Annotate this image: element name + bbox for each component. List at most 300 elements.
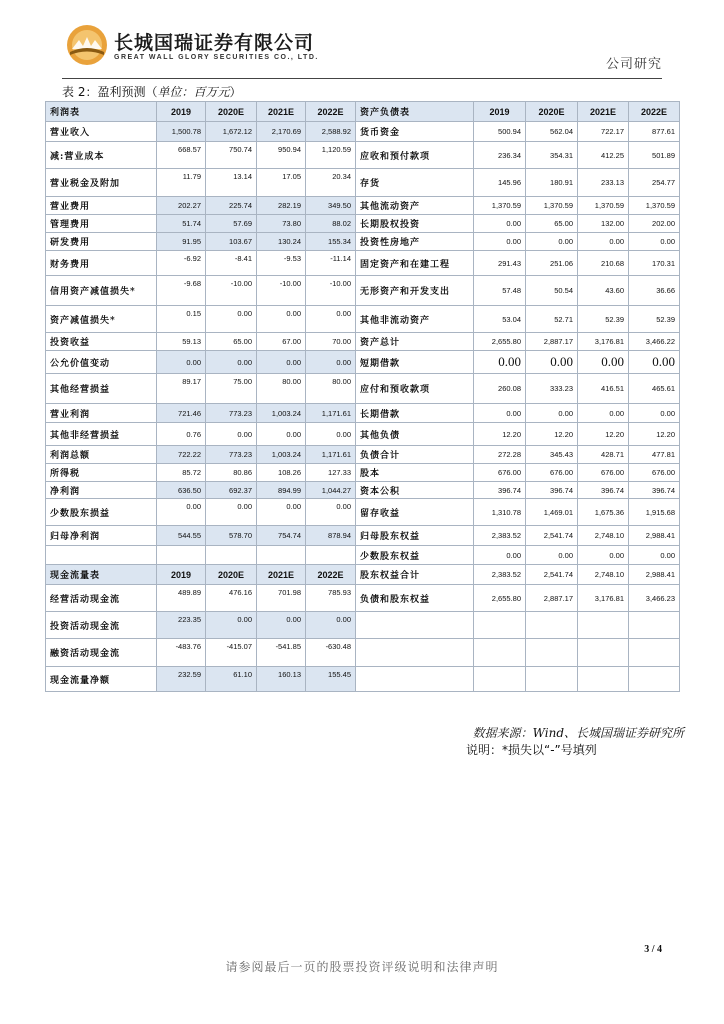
balance-cell: 254.77: [629, 169, 680, 197]
balance-cell: 0.00: [629, 233, 680, 251]
balance-cell: 500.94: [474, 122, 526, 142]
balance-year-header: 2021E: [578, 102, 629, 122]
cashflow-year-header: 2020E: [206, 565, 257, 585]
balance-cell: 251.06: [526, 251, 578, 276]
income-cell: 73.80: [257, 215, 306, 233]
balance-cell: 2,887.17: [526, 585, 578, 612]
balance-cell: 877.61: [629, 122, 680, 142]
income-cell: 75.00: [206, 374, 257, 404]
caption-unit: 单位：百万元: [157, 85, 230, 99]
balance-cell: 396.74: [578, 482, 629, 499]
income-cell: 0.00: [257, 351, 306, 374]
balance-cell: 354.31: [526, 142, 578, 169]
cashflow-cell: 0.00: [257, 612, 306, 639]
income-cell: 0.00: [206, 306, 257, 333]
brand-name-cn: 长城国瑞证券有限公司: [114, 32, 315, 54]
data-source: 数据来源：Wind、长城国瑞证券研究所: [472, 726, 684, 740]
income-cell: 721.46: [157, 404, 206, 423]
income-row-label: 少数股东损益: [46, 499, 157, 526]
balance-row-label: 其他非流动资产: [356, 306, 474, 333]
table-row: [46, 215, 680, 233]
income-cell: 0.00: [306, 423, 356, 446]
income-cell: 0.00: [157, 351, 206, 374]
balance-row-label: 无形资产和开发支出: [356, 276, 474, 306]
table-row: [46, 276, 680, 306]
empty-cell: [578, 639, 629, 667]
income-cell: -11.14: [306, 251, 356, 276]
income-cell: 754.74: [257, 526, 306, 546]
empty-cell: [629, 639, 680, 667]
balance-cell: 3,466.22: [629, 333, 680, 351]
balance-row-label: 应收和预付款项: [356, 142, 474, 169]
empty-cell: [578, 667, 629, 692]
balance-cell: 57.48: [474, 276, 526, 306]
balance-cell: 145.96: [474, 169, 526, 197]
balance-cell: 0.00: [526, 404, 578, 423]
balance-cell: 1,370.59: [629, 197, 680, 215]
income-row-label: 营业费用: [46, 197, 157, 215]
balance-row-label: 资本公积: [356, 482, 474, 499]
forecast-table: [45, 101, 680, 692]
empty-cell: [474, 639, 526, 667]
great-wall-glory-logo-icon: [66, 24, 108, 66]
cashflow-cell: 160.13: [257, 667, 306, 692]
cashflow-cell: -415.07: [206, 639, 257, 667]
income-cell: 0.00: [257, 499, 306, 526]
balance-row-label: 长期借款: [356, 404, 474, 423]
balance-row-label: 投资性房地产: [356, 233, 474, 251]
income-cell: 67.00: [257, 333, 306, 351]
caption-prefix: 表 2：盈利预测（: [62, 85, 158, 99]
page-header: [0, 0, 724, 80]
empty-cell: [526, 612, 578, 639]
income-cell: 130.24: [257, 233, 306, 251]
balance-cell: 202.00: [629, 215, 680, 233]
balance-cell: 1,370.59: [578, 197, 629, 215]
balance-cell: 345.43: [526, 446, 578, 464]
balance-cell: 272.28: [474, 446, 526, 464]
empty-cell: [356, 612, 474, 639]
empty-cell: [157, 546, 206, 565]
income-row-label: 减:营业成本: [46, 142, 157, 169]
cashflow-row-label: 现金流量净额: [46, 667, 157, 692]
income-cell: 127.33: [306, 464, 356, 482]
table-row: [46, 197, 680, 215]
table-row: [46, 446, 680, 464]
balance-cell: 233.13: [578, 169, 629, 197]
cashflow-year-header: 2022E: [306, 565, 356, 585]
balance-cell: 2,748.10: [578, 565, 629, 585]
income-cell: 1,044.27: [306, 482, 356, 499]
income-cell: 65.00: [206, 333, 257, 351]
balance-year-header: 2020E: [526, 102, 578, 122]
cashflow-year-header: 2019: [157, 565, 206, 585]
balance-cell: 2,383.52: [474, 565, 526, 585]
income-cell: 20.34: [306, 169, 356, 197]
caption-suffix: ）: [229, 85, 242, 99]
income-cell: -6.92: [157, 251, 206, 276]
income-cell: -10.00: [206, 276, 257, 306]
income-row-label: 净利润: [46, 482, 157, 499]
balance-row-label: 短期借款: [356, 351, 474, 374]
income-cell: 894.99: [257, 482, 306, 499]
table-row: [46, 585, 680, 612]
table-row: [46, 251, 680, 276]
balance-cell: 2,887.17: [526, 333, 578, 351]
empty-cell: [474, 612, 526, 639]
income-cell: 0.00: [306, 499, 356, 526]
balance-cell: 2,541.74: [526, 565, 578, 585]
income-cell: 11.79: [157, 169, 206, 197]
balance-cell: 1,310.78: [474, 499, 526, 526]
income-cell: 0.00: [257, 423, 306, 446]
income-cell: 0.15: [157, 306, 206, 333]
balance-cell: 1,675.36: [578, 499, 629, 526]
balance-cell: 0.00: [578, 233, 629, 251]
income-cell: 80.86: [206, 464, 257, 482]
balance-cell: 2,541.74: [526, 526, 578, 546]
balance-cell: 0.00: [474, 233, 526, 251]
balance-cell: 722.17: [578, 122, 629, 142]
balance-cell: 236.34: [474, 142, 526, 169]
balance-cell: 676.00: [474, 464, 526, 482]
section-label: 公司研究: [605, 57, 662, 72]
income-cell: 17.05: [257, 169, 306, 197]
cashflow-cell: 61.10: [206, 667, 257, 692]
income-row-label: 利润总额: [46, 446, 157, 464]
income-cell: 0.00: [306, 351, 356, 374]
empty-cell: [206, 546, 257, 565]
balance-cell: 676.00: [578, 464, 629, 482]
income-row-label: 营业税金及附加: [46, 169, 157, 197]
cashflow-cell: 785.93: [306, 585, 356, 612]
balance-cell: 676.00: [629, 464, 680, 482]
income-cell: 1,171.61: [306, 446, 356, 464]
balance-cell: 396.74: [474, 482, 526, 499]
balance-cell: 1,469.01: [526, 499, 578, 526]
balance-row-label: 资产总计: [356, 333, 474, 351]
cashflow-cell: 0.00: [306, 612, 356, 639]
balance-cell: 2,383.52: [474, 526, 526, 546]
balance-cell: 477.81: [629, 446, 680, 464]
balance-row-label: 股东权益合计: [356, 565, 474, 585]
income-cell: 51.74: [157, 215, 206, 233]
cashflow-cell: -541.85: [257, 639, 306, 667]
income-cell: 668.57: [157, 142, 206, 169]
balance-cell: 43.60: [578, 276, 629, 306]
page-footer: 请参阅最后一页的股票投资评级说明和法律声明: [225, 960, 499, 974]
balance-cell: 2,655.80: [474, 585, 526, 612]
table-row: [46, 482, 680, 499]
balance-cell: 412.25: [578, 142, 629, 169]
income-cell: -10.00: [257, 276, 306, 306]
cashflow-cell: -483.76: [157, 639, 206, 667]
balance-cell: 0.00: [629, 351, 680, 374]
income-row-label: 其他经营损益: [46, 374, 157, 404]
balance-cell: 2,988.41: [629, 565, 680, 585]
balance-cell: 65.00: [526, 215, 578, 233]
table-row: [46, 374, 680, 404]
table-row: [46, 404, 680, 423]
balance-cell: 3,176.81: [578, 585, 629, 612]
balance-row-label: 固定资产和在建工程: [356, 251, 474, 276]
balance-row-label: 其他负债: [356, 423, 474, 446]
balance-cell: 50.54: [526, 276, 578, 306]
cashflow-cell: -630.48: [306, 639, 356, 667]
balance-cell: 2,748.10: [578, 526, 629, 546]
balance-row-label: 存货: [356, 169, 474, 197]
income-row-label: 营业收入: [46, 122, 157, 142]
income-row-label: 管理费用: [46, 215, 157, 233]
income-row-label: 信用资产减值损失*: [46, 276, 157, 306]
income-cell: -9.68: [157, 276, 206, 306]
table-row: [46, 142, 680, 169]
income-row-label: 财务费用: [46, 251, 157, 276]
income-cell: 13.14: [206, 169, 257, 197]
empty-cell: [46, 546, 157, 565]
balance-row-label: 货币资金: [356, 122, 474, 142]
income-cell: 0.76: [157, 423, 206, 446]
income-cell: 202.27: [157, 197, 206, 215]
empty-cell: [629, 667, 680, 692]
balance-row-label: 负债和股东权益: [356, 585, 474, 612]
balance-cell: 0.00: [578, 404, 629, 423]
income-cell: 544.55: [157, 526, 206, 546]
balance-cell: 12.20: [629, 423, 680, 446]
table-row: [46, 169, 680, 197]
balance-year-header: 2022E: [629, 102, 680, 122]
income-cell: 878.94: [306, 526, 356, 546]
balance-cell: 465.61: [629, 374, 680, 404]
income-cell: 692.37: [206, 482, 257, 499]
income-cell: 722.22: [157, 446, 206, 464]
income-cell: 80.00: [306, 374, 356, 404]
cashflow-row-label: 经营活动现金流: [46, 585, 157, 612]
income-cell: 225.74: [206, 197, 257, 215]
cashflow-year-header: 2021E: [257, 565, 306, 585]
cashflow-row-label: 投资活动现金流: [46, 612, 157, 639]
cashflow-row-label: 融资活动现金流: [46, 639, 157, 667]
balance-cell: 396.74: [629, 482, 680, 499]
balance-cell: 562.04: [526, 122, 578, 142]
balance-row-label: 其他流动资产: [356, 197, 474, 215]
balance-row-label: 归母股东权益: [356, 526, 474, 546]
income-cell: 1,003.24: [257, 404, 306, 423]
table-row: [46, 122, 680, 142]
cashflow-cell: 476.16: [206, 585, 257, 612]
empty-cell: [257, 546, 306, 565]
cashflow-cell: 701.98: [257, 585, 306, 612]
table-row: [46, 499, 680, 526]
income-cell: 59.13: [157, 333, 206, 351]
balance-cell: 260.08: [474, 374, 526, 404]
balance-row-label: 长期股权投资: [356, 215, 474, 233]
balance-cell: 52.39: [578, 306, 629, 333]
income-cell: 108.26: [257, 464, 306, 482]
income-cell: 91.95: [157, 233, 206, 251]
balance-cell: 396.74: [526, 482, 578, 499]
income-header: 利润表: [46, 102, 157, 122]
income-cell: 2,170.69: [257, 122, 306, 142]
table-row: [46, 612, 680, 639]
balance-cell: 132.00: [578, 215, 629, 233]
balance-cell: 36.66: [629, 276, 680, 306]
balance-cell: 676.00: [526, 464, 578, 482]
balance-cell: 0.00: [629, 546, 680, 565]
header-rule: [62, 78, 662, 79]
income-year-header: 2022E: [306, 102, 356, 122]
income-cell: 773.23: [206, 404, 257, 423]
income-row-label: 投资收益: [46, 333, 157, 351]
income-cell: 773.23: [206, 446, 257, 464]
table-row: [46, 464, 680, 482]
empty-cell: [578, 612, 629, 639]
table-row: [46, 333, 680, 351]
empty-cell: [629, 612, 680, 639]
balance-cell: 53.04: [474, 306, 526, 333]
balance-row-label: 少数股东权益: [356, 546, 474, 565]
income-cell: 0.00: [157, 499, 206, 526]
income-cell: 155.34: [306, 233, 356, 251]
income-cell: 1,171.61: [306, 404, 356, 423]
balance-cell: 0.00: [578, 351, 629, 374]
balance-cell: 180.91: [526, 169, 578, 197]
income-year-header: 2021E: [257, 102, 306, 122]
balance-row-label: 股本: [356, 464, 474, 482]
table-row: [46, 639, 680, 667]
income-cell: 349.50: [306, 197, 356, 215]
income-cell: 0.00: [306, 306, 356, 333]
income-row-label: 其他非经营损益: [46, 423, 157, 446]
table-row: [46, 351, 680, 374]
income-row-label: 归母净利润: [46, 526, 157, 546]
income-cell: 950.94: [257, 142, 306, 169]
balance-cell: 2,988.41: [629, 526, 680, 546]
income-row-label: 资产减值损失*: [46, 306, 157, 333]
income-cell: -10.00: [306, 276, 356, 306]
balance-cell: 0.00: [474, 215, 526, 233]
balance-cell: 291.43: [474, 251, 526, 276]
income-cell: 1,500.78: [157, 122, 206, 142]
income-cell: 636.50: [157, 482, 206, 499]
balance-cell: 52.71: [526, 306, 578, 333]
cashflow-cell: 223.35: [157, 612, 206, 639]
balance-cell: 0.00: [526, 233, 578, 251]
income-cell: 282.19: [257, 197, 306, 215]
table-row: [46, 526, 680, 546]
balance-header: 资产负债表: [356, 102, 474, 122]
income-cell: 0.00: [206, 423, 257, 446]
balance-cell: 12.20: [474, 423, 526, 446]
balance-cell: 1,370.59: [474, 197, 526, 215]
income-cell: 1,120.59: [306, 142, 356, 169]
empty-cell: [526, 639, 578, 667]
income-year-header: 2019: [157, 102, 206, 122]
table-row: [46, 306, 680, 333]
income-cell: 88.02: [306, 215, 356, 233]
balance-cell: 12.20: [526, 423, 578, 446]
empty-cell: [356, 667, 474, 692]
income-cell: 85.72: [157, 464, 206, 482]
table-row: [46, 102, 680, 122]
balance-cell: 0.00: [474, 351, 526, 374]
balance-cell: 416.51: [578, 374, 629, 404]
balance-cell: 52.39: [629, 306, 680, 333]
cashflow-header: 现金流量表: [46, 565, 157, 585]
balance-cell: 12.20: [578, 423, 629, 446]
cashflow-cell: 232.59: [157, 667, 206, 692]
balance-cell: 3,176.81: [578, 333, 629, 351]
income-year-header: 2020E: [206, 102, 257, 122]
balance-cell: 2,655.80: [474, 333, 526, 351]
income-cell: 0.00: [206, 499, 257, 526]
balance-cell: 0.00: [526, 546, 578, 565]
income-row-label: 所得税: [46, 464, 157, 482]
income-cell: 57.69: [206, 215, 257, 233]
income-cell: -8.41: [206, 251, 257, 276]
empty-cell: [306, 546, 356, 565]
balance-cell: 428.71: [578, 446, 629, 464]
table-row: [46, 546, 680, 565]
balance-cell: 170.31: [629, 251, 680, 276]
income-cell: 70.00: [306, 333, 356, 351]
income-cell: -9.53: [257, 251, 306, 276]
balance-cell: 3,466.23: [629, 585, 680, 612]
cashflow-cell: 489.89: [157, 585, 206, 612]
balance-cell: 333.23: [526, 374, 578, 404]
balance-cell: 0.00: [629, 404, 680, 423]
footnote: 说明：*损失以“-”号填列: [466, 743, 597, 757]
balance-row-label: 负债合计: [356, 446, 474, 464]
balance-cell: 1,915.68: [629, 499, 680, 526]
table-caption: [62, 83, 241, 100]
income-cell: 103.67: [206, 233, 257, 251]
empty-cell: [474, 667, 526, 692]
income-cell: 750.74: [206, 142, 257, 169]
cashflow-cell: 155.45: [306, 667, 356, 692]
income-cell: 0.00: [206, 351, 257, 374]
balance-cell: 1,370.59: [526, 197, 578, 215]
income-cell: 2,588.92: [306, 122, 356, 142]
income-row-label: 公允价值变动: [46, 351, 157, 374]
table-row: [46, 423, 680, 446]
balance-cell: 501.89: [629, 142, 680, 169]
empty-cell: [526, 667, 578, 692]
income-cell: 80.00: [257, 374, 306, 404]
balance-row-label: 应付和预收款项: [356, 374, 474, 404]
balance-cell: 0.00: [526, 351, 578, 374]
balance-row-label: 留存收益: [356, 499, 474, 526]
income-row-label: 研发费用: [46, 233, 157, 251]
table-row: [46, 233, 680, 251]
balance-cell: 210.68: [578, 251, 629, 276]
table-row: [46, 565, 680, 585]
income-cell: 89.17: [157, 374, 206, 404]
income-cell: 1,003.24: [257, 446, 306, 464]
cashflow-cell: 0.00: [206, 612, 257, 639]
brand-name-en: GREAT WALL GLORY SECURITIES CO., LTD.: [114, 54, 319, 61]
income-cell: 578.70: [206, 526, 257, 546]
income-cell: 1,672.12: [206, 122, 257, 142]
table-row: [46, 667, 680, 692]
balance-cell: 0.00: [474, 404, 526, 423]
income-row-label: 营业利润: [46, 404, 157, 423]
balance-cell: 0.00: [474, 546, 526, 565]
balance-year-header: 2019: [474, 102, 526, 122]
income-cell: 0.00: [257, 306, 306, 333]
balance-cell: 0.00: [578, 546, 629, 565]
empty-cell: [356, 639, 474, 667]
